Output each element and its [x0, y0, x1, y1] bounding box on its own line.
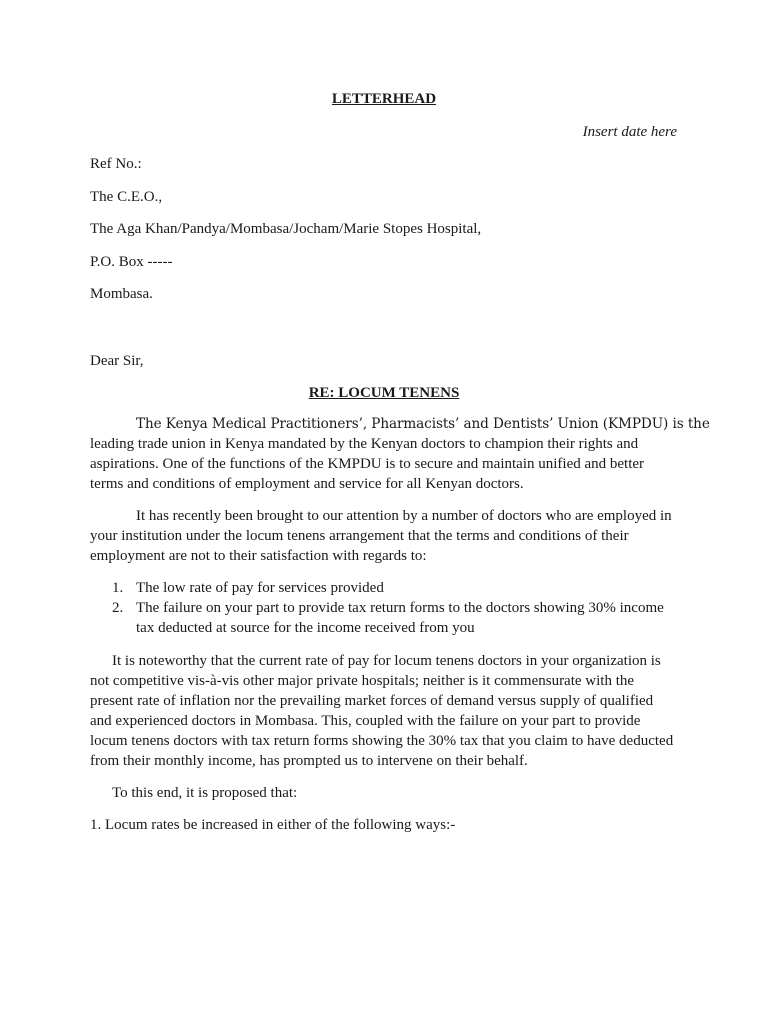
reference-number: Ref No.:: [90, 156, 142, 172]
paragraph-line: and experienced doctors in Mombasa. This, coupled with the failure on your part to provide: [90, 713, 641, 729]
paragraph-line: leading trade union in Kenya mandated by the Kenyan doctors to champion their rights and: [90, 436, 639, 452]
proposal-item-1: 1. Locum rates be increased in either of the following ways:-: [90, 817, 456, 833]
recipient-po-box: P.O. Box -----: [90, 254, 173, 270]
paragraph-line: present rate of inflation nor the prevailing market forces of demand versus supply of qualified: [90, 693, 654, 709]
letterhead-title: LETTERHEAD: [331, 91, 437, 107]
salutation: Dear Sir,: [90, 353, 144, 369]
paragraph-line: terms and conditions of employment and service for all Kenyan doctors.: [90, 476, 524, 492]
list-item-text: The low rate of pay for services provided: [136, 580, 384, 596]
paragraph-line: your institution under the locum tenens arrangement that the terms and conditions of their: [90, 528, 629, 544]
proposal-intro: To this end, it is proposed that:: [112, 785, 298, 801]
list-item-text: The failure on your part to provide tax return forms to the doctors showing 30% income: [136, 600, 664, 616]
list-item: [90, 598, 690, 638]
paragraph-line: from their monthly income, has prompted us to intervene on their behalf.: [90, 753, 528, 769]
paragraph-line: It is noteworthy that the current rate of pay for locum tenens doctors in your organization is: [112, 653, 661, 669]
paragraph-line: locum tenens doctors with tax return forms showing the 30% tax that you claim to have deducted: [90, 733, 674, 749]
paragraph-line: The Kenya Medical Practitioners’, Pharmacists’ and Dentists’ Union (KMPDU) is the: [136, 416, 710, 432]
paragraph-line: employment are not to their satisfaction with regards to:: [90, 548, 427, 564]
paragraph-attention: [90, 506, 680, 566]
list-item-text: tax deducted at source for the income received from you: [136, 620, 475, 636]
paragraph-noteworthy: [90, 651, 680, 771]
list-item: [90, 578, 690, 598]
grievance-list: [90, 578, 690, 638]
paragraph-line: It has recently been brought to our attention by a number of doctors who are employed in: [136, 508, 672, 524]
list-item-number: 2.: [112, 600, 124, 616]
list-item-number: 1.: [112, 580, 124, 596]
recipient-city: Mombasa.: [90, 286, 153, 302]
recipient-title: The C.E.O.,: [90, 189, 163, 205]
paragraph-line: not competitive vis-à-vis other major private hospitals; neither is it commensurate with the: [90, 673, 635, 689]
recipient-hospital: The Aga Khan/Pandya/Mombasa/Jocham/Marie Stopes Hospital,: [90, 221, 482, 237]
subject-line: RE: LOCUM TENENS: [308, 385, 460, 401]
letter-date: Insert date here: [582, 124, 677, 140]
paragraph-kmpdu-intro: [90, 414, 710, 494]
paragraph-line: aspirations. One of the functions of the KMPDU is to secure and maintain unified and better: [90, 456, 645, 472]
